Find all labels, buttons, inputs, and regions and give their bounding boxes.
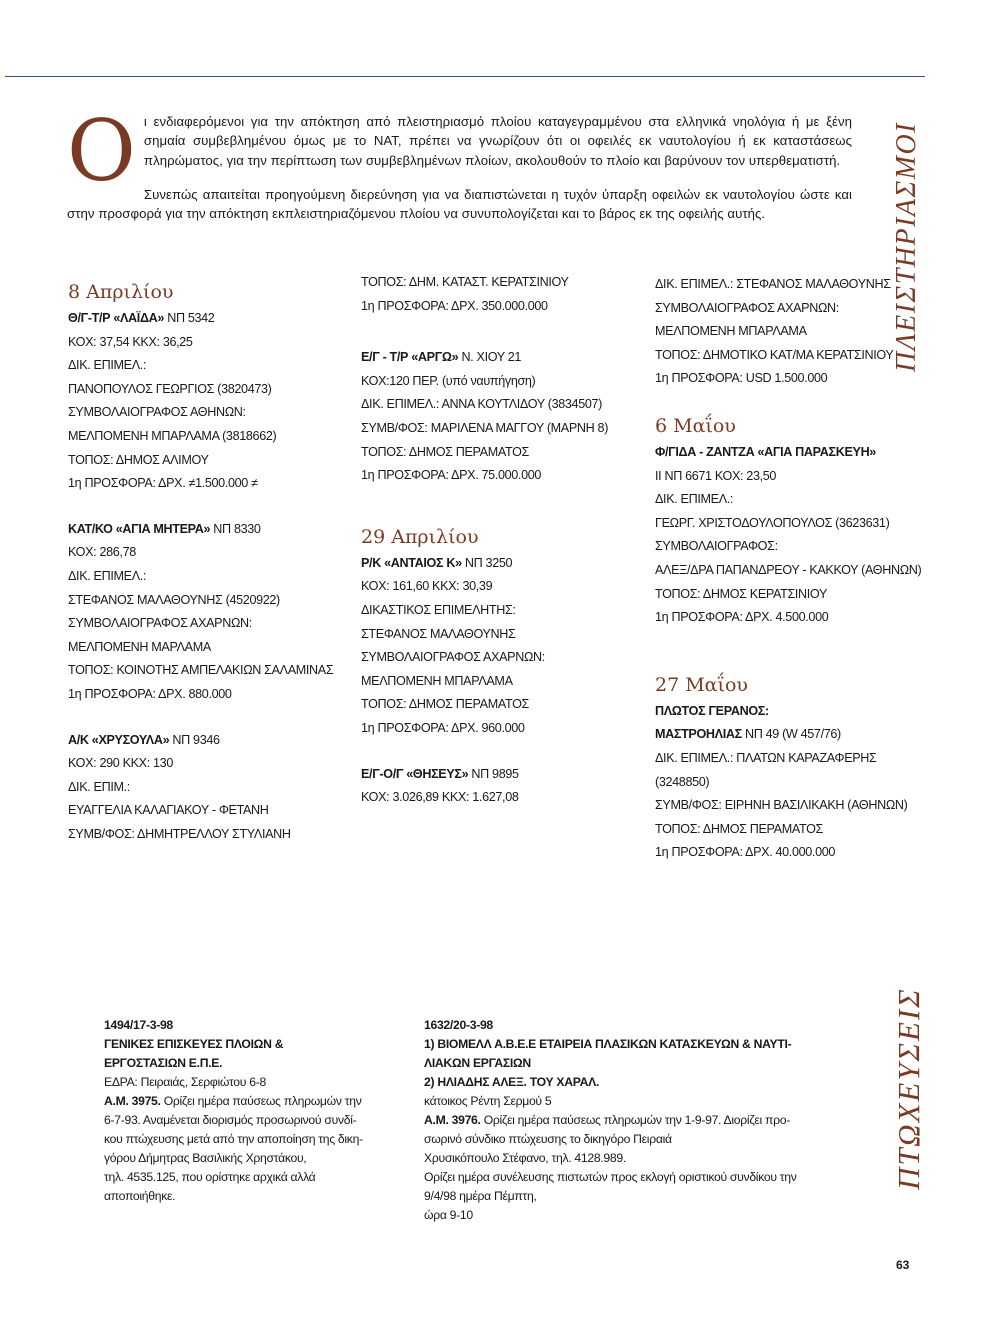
vessel-title: Ε/Γ - Τ/Ρ «ΑΡΓΩ» Ν. ΧΙΟΥ 21 (361, 350, 522, 365)
vessel-title: Ρ/Κ «ΑΝΤΑΙΟΣ Κ» ΝΠ 3250 (361, 555, 513, 570)
entry-line: ΚΟΧ: 161,60 ΚΚΧ: 30,39 (361, 579, 493, 594)
bankruptcy-text-line: ώρα 9-10 (424, 1208, 473, 1222)
auction-column-1 (68, 277, 333, 846)
entry-line: ΣΥΜΒ/ΦΟΣ: ΕΙΡΗΝΗ ΒΑΣΙΛΙΚΑΚΗ (ΑΘΗΝΩΝ) (655, 798, 908, 813)
bankruptcy-title-line: ΛΙΑΚΩΝ ΕΡΓΑΣΙΩΝ (424, 1056, 531, 1070)
entry-line: ΜΕΛΠΟΜΕΝΗ ΜΠΑΡΛΑΜΑ (3818662) (68, 428, 277, 443)
entry-line: 1η ΠΡΟΣΦΟΡΑ: ΔΡΧ. 40.000.000 (655, 845, 836, 860)
top-rule (5, 76, 925, 77)
bankruptcy-text-line: κου πτώχευσης μετά από την αποποίηση της δικη- (104, 1132, 363, 1146)
entry-line: ΚΟΧ: 37,54 ΚΚΧ: 36,25 (68, 334, 193, 349)
entry-line: ΚΟΧ: 290 ΚΚΧ: 130 (68, 756, 173, 771)
intro-paragraph-1: Οι ενδιαφερόμενοι για την απόκτηση από πλειστηριασμό πλοίου καταγεγραμμένου στα ελληνικά νηολόγια ή με ξένη σημαία συμβεβλημένου όμως με το ΝΑΤ, πρέπει να γνωρίζουν ότι οι οφειλές εκ ναυτολογίου ή εκ καταστάσεως πληρώματος, για την περίπτωση των συμβεβλημένων πλοίων, ακολουθούν το πλοίο και βαρύνουν τον υπερθεματιστή. (67, 102, 852, 200)
entry-line: ΔΙΚ. ΕΠΙΜΕΛ.: (68, 568, 147, 583)
entry-line: 1η ΠΡΟΣΦΟΡΑ: ΔΡΧ. 350.000.000 (361, 298, 548, 313)
bankruptcy-text-line: Ορίζει ημέρα συνέλευσης πιστωτών προς εκλογή οριστικού συνδίκου την (424, 1170, 797, 1184)
auction-column-3 (655, 273, 921, 865)
page-number: 63 (896, 1258, 910, 1272)
entry-line: ΕΥΑΓΓΕΛΙΑ ΚΑΛΑΓΙΑΚΟΥ - ΦΕΤΑΝΗ (68, 803, 269, 818)
bankruptcy-text-line: γόρου Δήμητρας Βασιλικής Χρηστάκου, (104, 1151, 307, 1165)
auction-entry (68, 307, 333, 496)
auction-date: 8 Απριλίου (68, 281, 174, 303)
auction-entry (68, 518, 333, 707)
entry-line: 1η ΠΡΟΣΦΟΡΑ: ΔΡΧ. 960.000 (361, 720, 525, 735)
entry-line: ΜΕΛΠΟΜΕΝΗ ΜΠΑΡΛΑΜΑ (655, 324, 807, 339)
entry-line: ΤΟΠΟΣ: ΚΟΙΝΟΤΗΣ ΑΜΠΕΛΑΚΙΩΝ ΣΑΛΑΜΙΝΑΣ (68, 663, 334, 678)
auction-date: 27 Μαΐου (655, 673, 748, 696)
entry-line: ΤΟΠΟΣ: ΔΗΜΟΣ ΠΕΡΑΜΑΤΟΣ (361, 444, 529, 459)
bankruptcy-text-line: τηλ. 4535.125, που ορίστηκε αρχικά αλλά (104, 1170, 316, 1184)
entry-line: ΜΕΛΠΟΜΕΝΗ ΜΠΑΡΛΑΜΑ (361, 673, 513, 688)
bankruptcy-text-line: Α.Μ. 3975. Ορίζει ημέρα παύσεως πληρωμών την (104, 1094, 362, 1108)
bankruptcy-title-line: 2) ΗΛΙΑΔΗΣ ΑΛΕΞ. ΤΟΥ ΧΑΡΑΛ. (424, 1075, 600, 1089)
entry-line: ΔΙΚΑΣΤΙΚΟΣ ΕΠΙΜΕΛΗΤΗΣ: (361, 602, 516, 617)
bankruptcy-title-line: ΓΕΝΙΚΕΣ ΕΠΙΣΚΕΥΕΣ ΠΛΟΙΩΝ & (104, 1037, 284, 1051)
entry-line: ΙΙ ΝΠ 6671 ΚΟΧ: 23,50 (655, 468, 777, 483)
drop-cap: Ο (67, 102, 136, 200)
section-title-bankruptcies: ΠΤΩΧΕΥΣΕΙΣ (891, 987, 926, 1190)
entry-line: ΓΕΩΡΓ. ΧΡΙΣΤΟΔΟΥΛΟΠΟΥΛΟΣ (3623631) (655, 515, 890, 530)
entry-line: ΣΥΜΒΟΛΑΙΟΓΡΑΦΟΣ: (655, 539, 778, 554)
entry-line: ΤΟΠΟΣ: ΔΗΜΟΣ ΚΕΡΑΤΣΙΝΙΟΥ (655, 586, 828, 601)
entry-line: ΣΥΜΒ/ΦΟΣ: ΔΗΜΗΤΡΕΛΛΟΥ ΣΤΥΛΙΑΝΗ (68, 826, 291, 841)
bankruptcy-text-line: σωρινό σύνδικο πτώχευσης το δικηγόρο Πειραιά (424, 1132, 672, 1146)
auction-entry (655, 700, 921, 865)
entry-line: ΤΟΠΟΣ: ΔΗΜΟΣ ΠΕΡΑΜΑΤΟΣ (655, 821, 823, 836)
entry-line: 1η ΠΡΟΣΦΟΡΑ: ΔΡΧ. 75.000.000 (361, 468, 542, 483)
entry-line: ΤΟΠΟΣ: ΔΗΜΟΣ ΑΛΙΜΟΥ (68, 452, 209, 467)
section-title-auctions: ΠΛΕΙΣΤΗΡΙΑΣΜΟΙ (891, 121, 922, 372)
entry-line: ΤΟΠΟΣ: ΔΗΜΟΤΙΚΟ ΚΑΤ/ΜΑ ΚΕΡΑΤΣΙΝΙΟΥ (655, 347, 894, 362)
entry-line: ΣΥΜΒΟΛΑΙΟΓΡΑΦΟΣ ΑΧΑΡΝΩΝ: (655, 300, 839, 315)
vessel-title: Ε/Γ-Ο/Γ «ΘΗΣΕΥΣ» ΝΠ 9895 (361, 766, 519, 781)
entry-line: ΣΥΜΒΟΛΑΙΟΓΡΑΦΟΣ ΑΧΑΡΝΩΝ: (68, 616, 252, 631)
auction-entry (361, 346, 608, 488)
bankruptcy-address: ΕΔΡΑ: Πειραιάς, Σερφιώτου 6-8 (104, 1075, 266, 1089)
entry-line: ΠΑΝΟΠΟΥΛΟΣ ΓΕΩΡΓΙΟΣ (3820473) (68, 381, 272, 396)
bankruptcy-address: κάτοικος Ρέντη Σερμού 5 (424, 1094, 552, 1108)
entry-line: ΜΕΛΠΟΜΕΝΗ ΜΑΡΛΑΜΑ (68, 639, 211, 654)
entry-line: ΣΥΜΒΟΛΑΙΟΓΡΑΦΟΣ ΑΘΗΝΩΝ: (68, 405, 246, 420)
entry-line: ΣΥΜΒ/ΦΟΣ: ΜΑΡΙΛΕΝΑ ΜΑΓΓΟΥ (ΜΑΡΝΗ 8) (361, 420, 609, 435)
bankruptcy-text-line: αποποιήθηκε. (104, 1189, 176, 1203)
auction-entry (361, 763, 608, 810)
entry-line: ΣΤΕΦΑΝΟΣ ΜΑΛΑΘΟΥΝΗΣ (4520922) (68, 592, 280, 607)
entry-line: ΔΙΚ. ΕΠΙΜΕΛ.: ΣΤΕΦΑΝΟΣ ΜΑΛΑΘΟΥΝΗΣ (655, 277, 891, 291)
entry-line: ΚΟΧ:120 ΠΕΡ. (υπό ναυπήγηση) (361, 373, 536, 388)
entry-line: ΚΟΧ: 286,78 (68, 545, 136, 560)
bankruptcy-entry-2 (424, 1016, 797, 1225)
entry-line: 1η ΠΡΟΣΦΟΡΑ: USD 1.500.000 (655, 371, 828, 386)
auction-entry (655, 441, 921, 630)
entry-line: (3248850) (655, 774, 710, 789)
bankruptcy-text-line: 9/4/98 ημέρα Πέμπτη, (424, 1189, 537, 1203)
bankruptcy-title-line: 1632/20-3-98 (424, 1018, 493, 1032)
auction-entry (68, 729, 333, 847)
bankruptcy-text-line: Α.Μ. 3976. Ορίζει ημέρα παύσεως πληρωμών την 1-9-97. Διορίζει προ- (424, 1113, 791, 1127)
entry-line: ΤΟΠΟΣ: ΔΗΜΟΣ ΠΕΡΑΜΑΤΟΣ (361, 697, 529, 712)
entry-line: 1η ΠΡΟΣΦΟΡΑ: ΔΡΧ. ≠1.500.000 ≠ (68, 476, 258, 491)
auction-column-2 (361, 271, 608, 810)
bankruptcy-title-line: ΕΡΓΟΣΤΑΣΙΩΝ Ε.Π.Ε. (104, 1056, 223, 1070)
entry-line: ΔΙΚ. ΕΠΙΜΕΛ.: ΠΛΑΤΩΝ ΚΑΡΑΖΑΦΕΡΗΣ (655, 750, 877, 765)
entry-line: ΔΙΚ. ΕΠΙΜ.: (68, 779, 130, 794)
entry-line: ΔΙΚ. ΕΠΙΜΕΛ.: (68, 358, 147, 373)
intro-paragraph-2: Συνεπώς απαιτείται προηγούμενη διερεύνηση για να διαπιστώνεται η τυχόν ύπαρξη οφειλών εκ ναυτολογίου ώστε και στην προσφορά για την απόκτηση εκπλειστηριαζόμενου πλοίου να συνυπολογίζεται και το βάρος εκ της οφειλής αυτής. (67, 186, 852, 222)
vessel-title: ΠΛΩΤΟΣ ΓΕΡΑΝΟΣ: (655, 703, 769, 718)
bankruptcy-text-line: 6-7-93. Αναμένεται διορισμός προσωρινού συνδί- (104, 1113, 357, 1127)
bankruptcy-text-line: Χρυσικόπουλο Στέφανο, τηλ. 4128.989. (424, 1151, 626, 1165)
vessel-title: Φ/ΓΙΔΑ - ΖΑΝΤΖΑ «ΑΓΙΑ ΠΑΡΑΣΚΕΥΗ» (655, 444, 876, 459)
entry-line: 1η ΠΡΟΣΦΟΡΑ: ΔΡΧ. 880.000 (68, 686, 232, 701)
auction-entry (361, 552, 608, 741)
entry-line: ΑΛΕΞ/ΔΡΑ ΠΑΠΑΝΔΡΕΟΥ - ΚΑΚΚΟΥ (ΑΘΗΝΩΝ) (655, 562, 922, 577)
entry-line: ΔΙΚ. ΕΠΙΜΕΛ.: ΑΝΝΑ ΚΟΥΤΛΙΔΟΥ (3834507) (361, 397, 602, 412)
intro-text (67, 102, 852, 223)
vessel-title: Α/Κ «ΧΡΥΣΟΥΛΑ» ΝΠ 9346 (68, 732, 220, 747)
auction-date: 29 Απριλίου (361, 525, 479, 548)
vessel-title: Θ/Γ-Τ/Ρ «ΛΑΪΔΑ» ΝΠ 5342 (68, 311, 215, 325)
vessel-title: ΚΑΤ/ΚΟ «ΑΓΙΑ ΜΗΤΕΡΑ» ΝΠ 8330 (68, 521, 261, 536)
entry-line: ΔΙΚ. ΕΠΙΜΕΛ.: (655, 492, 734, 507)
entry-line: 1η ΠΡΟΣΦΟΡΑ: ΔΡΧ. 4.500.000 (655, 610, 829, 625)
entry-line: ΚΟΧ: 3.026,89 ΚΚΧ: 1.627,08 (361, 790, 519, 805)
vessel-title: ΜΑΣΤΡΟΗΛΙΑΣ ΝΠ 49 (W 457/76) (655, 727, 841, 742)
entry-line: ΣΤΕΦΑΝΟΣ ΜΑΛΑΘΟΥΝΗΣ (361, 626, 516, 641)
entry-line: ΤΟΠΟΣ: ΔΗΜ. ΚΑΤΑΣΤ. ΚΕΡΑΤΣΙΝΙΟΥ (361, 275, 569, 289)
bankruptcy-title-line: 1) ΒΙΟΜΕΛΛ Α.Β.Ε.Ε ΕΤΑΙΡΕΙΑ ΠΛΑΣΙΚΩΝ ΚΑΤΑΣΚΕΥΩΝ & ΝΑΥΤΙ- (424, 1037, 792, 1051)
bankruptcy-title-line: 1494/17-3-98 (104, 1018, 173, 1032)
entry-line: ΣΥΜΒΟΛΑΙΟΓΡΑΦΟΣ ΑΧΑΡΝΩΝ: (361, 650, 545, 665)
bankruptcy-entry-1 (104, 1016, 363, 1206)
auction-date: 6 Μαΐου (655, 414, 736, 437)
